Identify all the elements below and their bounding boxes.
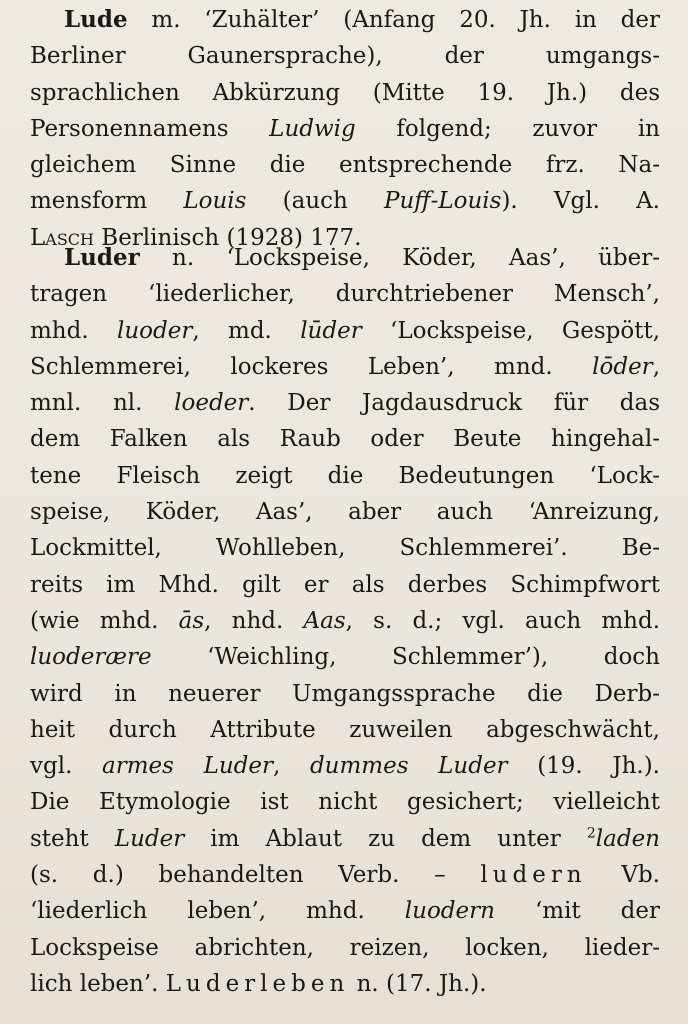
text-segment: . Der Jagdausdruck für das (248, 390, 660, 417)
italic-term: laden (595, 825, 660, 852)
text-line (30, 458, 660, 494)
text-line (30, 676, 660, 712)
text-segment: ‘Lockspeise, Gespött, (361, 317, 661, 344)
text-line (30, 313, 660, 349)
text-line (30, 494, 660, 530)
entry-lude (30, 2, 660, 256)
text-line (30, 2, 660, 38)
italic-term: luodern (404, 898, 495, 925)
text-segment: reits im Mhd. gilt er als derbes Schimpfwort (30, 571, 660, 598)
text-segment: n. ‘Lockspeise, Köder, Aas’, über- (139, 245, 660, 271)
text-line (30, 349, 660, 385)
text-segment: (s. d.) behandelten Verb. – (30, 862, 481, 889)
text-segment: , (652, 353, 660, 380)
italic-term: Louis (183, 188, 247, 215)
text-segment: ). Vgl. A. (501, 188, 660, 215)
text-line (30, 639, 660, 675)
text-segment: , (273, 753, 310, 780)
text-segment: (19. Jh.). (507, 753, 660, 780)
text-line (30, 183, 660, 219)
text-segment: wird in neuerer Umgangssprache die Derb- (30, 680, 660, 707)
text-line (30, 784, 660, 820)
text-segment: speise, Köder, Aas’, aber auch ‘Anreizung, (30, 499, 660, 526)
text-segment: Schlemmerei, lockeres Leben’, mnd. (30, 353, 593, 380)
text-line (30, 893, 660, 929)
text-line (30, 147, 660, 183)
text-line (30, 276, 660, 312)
text-segment: Lockspeise abrichten, reizen, locken, lieder- (30, 934, 660, 961)
text-segment: Die Etymologie ist nicht gesichert; vielleicht (30, 789, 660, 816)
text-segment: sprachlichen Abkürzung (Mitte 19. Jh.) des (30, 79, 660, 106)
text-line (30, 385, 660, 421)
text-segment: Vb. (586, 862, 660, 889)
text-line (30, 603, 660, 639)
text-segment: Personennamens (30, 115, 270, 142)
italic-term: armes Luder (102, 753, 273, 780)
italic-term: Luder (114, 825, 185, 852)
text-segment: vgl. (30, 753, 103, 780)
text-segment: tragen ‘liederlicher, durchtriebener Mensch’, (30, 281, 660, 308)
italic-term: Ludwig (269, 115, 356, 142)
text-line (30, 567, 660, 603)
italic-term: lōder (592, 353, 653, 380)
text-segment: mensform (30, 188, 184, 215)
text-line (30, 966, 660, 1002)
text-segment: heit durch Attribute zuweilen abgeschwächt, (30, 716, 660, 743)
text-segment: Berliner Gaunersprache), der umgangs- (30, 43, 660, 70)
headword: Lude (64, 6, 128, 33)
text-segment: (auch (246, 188, 384, 215)
text-segment: Berlinisch (1928) 177. (93, 224, 362, 251)
text-segment: tene Fleisch zeigt die Bedeutungen ‘Lock- (30, 462, 660, 489)
author-name: Lasch (30, 224, 94, 251)
text-segment: steht (30, 825, 115, 852)
text-segment: Lockmittel, Wohlleben, Schlemmerei’. Be- (30, 535, 660, 562)
text-segment: , s. d.; vgl. auch mhd. (345, 607, 661, 634)
italic-term: loeder (174, 390, 249, 417)
text-segment: mhd. (30, 317, 117, 344)
italic-term: Aas (303, 607, 346, 634)
italic-term: dummes Luder (309, 753, 508, 780)
italic-term: luoderære (30, 644, 152, 671)
text-line (30, 748, 660, 784)
text-line (30, 111, 660, 147)
text-segment: lich leben’. (30, 970, 166, 997)
text-segment: im Ablaut zu dem unter (184, 825, 587, 852)
text-segment: dem Falken als Raub oder Beute hingehal- (30, 426, 660, 453)
italic-term: luoder (117, 317, 193, 344)
text-segment: , md. (192, 317, 301, 344)
derived-word: Luderleben (165, 970, 350, 997)
text-line (30, 857, 660, 893)
text-segment: n. (17. Jh.). (349, 970, 487, 997)
text-line (30, 75, 660, 111)
text-segment: , nhd. (204, 607, 304, 634)
text-line (30, 821, 660, 857)
text-segment: m. ‘Zuhälter’ (Anfang 20. Jh. in der (127, 7, 660, 33)
text-segment: ‘mit der (494, 898, 661, 925)
text-segment: (wie mhd. (30, 607, 179, 634)
superscript: 2 (586, 825, 596, 842)
italic-term: Puff-Louis (384, 188, 502, 215)
text-segment: mnl. nl. (30, 390, 175, 417)
text-line (30, 930, 660, 966)
text-line (30, 421, 660, 457)
text-line (30, 38, 660, 74)
italic-term: lūder (300, 317, 362, 344)
text-segment: ‘Weichling, Schlemmer’), doch (151, 644, 660, 671)
page-shadow (0, 1006, 688, 1024)
text-line (30, 712, 660, 748)
text-segment: gleichem Sinne die entsprechende frz. Na- (30, 152, 660, 179)
entry-luder (30, 240, 660, 1002)
text-segment: folgend; zuvor in (355, 115, 660, 142)
text-line (30, 240, 660, 276)
text-segment: ‘liederlich leben’, mhd. (30, 898, 405, 925)
italic-term: ās (178, 607, 205, 634)
text-line (30, 530, 660, 566)
headword: Luder (64, 244, 140, 271)
derived-word: ludern (480, 862, 587, 889)
